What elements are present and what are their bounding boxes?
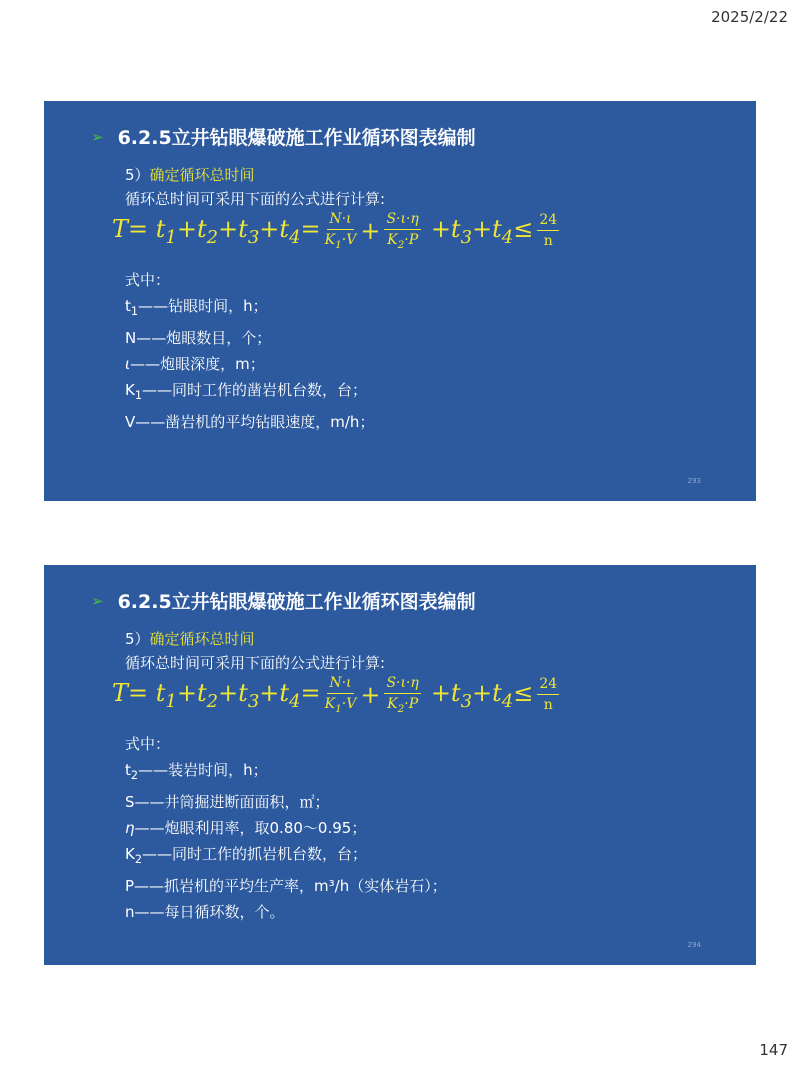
where-label: 式中：: [125, 735, 171, 753]
definition-item: $K_1——$同时工作的凿岩机台数，台；: [125, 381, 368, 402]
slide-number: 293: [687, 477, 701, 485]
formula-fraction-drilling: $\frac{N\cdot\iota}{K_1\cdot V}$: [324, 211, 357, 251]
formula-tail: $+t_3+t_4\le$: [430, 214, 534, 248]
definition-item: η——炮眼利用率，取0.80～0.95；: [125, 819, 367, 837]
step-prefix: 5）: [125, 630, 150, 648]
definition-item: S——井筒掘进断面面积，㎡；: [125, 793, 330, 811]
slide-294: [44, 565, 756, 965]
formula-plus: +: [360, 680, 381, 709]
slide-title: [91, 587, 476, 614]
definition-item: $K_2——$同时工作的抓岩机台数，台；: [125, 845, 368, 866]
step-highlight: 确定循环总时间: [149, 630, 255, 648]
step-heading: [125, 628, 255, 649]
step-prefix: 5）: [125, 166, 150, 184]
formula-fraction-daily: $\frac{24}{n}$: [539, 212, 558, 250]
formula-lhs: $T= t_1+t_2+t_3+t_4=$: [112, 678, 321, 712]
slide-title-text: 6.2.5立井钻眼爆破施工作业循环图表编制: [117, 127, 476, 149]
slide-title-text: 6.2.5立井钻眼爆破施工作业循环图表编制: [117, 591, 476, 613]
definition-item: $t_2——$装岩时间，h；: [125, 761, 268, 782]
intro-text: 循环总时间可采用下面的公式进行计算:: [125, 654, 386, 672]
arrow-bullet-icon: ➢: [91, 127, 104, 146]
slide-293: [44, 101, 756, 501]
variable-definitions: [125, 757, 447, 925]
definition-item: N——炮眼数目，个；: [125, 329, 272, 347]
slide-title: [91, 123, 476, 150]
step-heading: [125, 164, 255, 185]
formula-fraction-loading: $\frac{S\cdot\iota\cdot\eta}{K_2\cdot P}$: [386, 675, 419, 715]
intro-text: 循环总时间可采用下面的公式进行计算:: [125, 190, 386, 208]
formula-fraction-loading: $\frac{S\cdot\iota\cdot\eta}{K_2\cdot P}$: [386, 211, 419, 251]
definition-item: V——凿岩机的平均钻眼速度，m/h；: [125, 413, 375, 431]
formula-lhs: $T= t_1+t_2+t_3+t_4=$: [112, 214, 321, 248]
slide-number: 294: [687, 941, 701, 949]
formula-fraction-daily: $\frac{24}{n}$: [539, 676, 558, 714]
where-label: 式中：: [125, 271, 171, 289]
definition-item: n——每日循环数，个。: [125, 903, 285, 921]
variable-definitions: [125, 293, 374, 435]
definition-item: P——抓岩机的平均生产率，m³/h（实体岩石）；: [125, 877, 447, 895]
definition-item: $t_1——$钻眼时间，h；: [125, 297, 268, 318]
cycle-time-formula: [112, 211, 563, 251]
page-number: 147: [759, 1041, 788, 1059]
step-highlight: 确定循环总时间: [149, 166, 255, 184]
definition-item: ι——炮眼深度，m；: [125, 355, 265, 373]
formula-plus: +: [360, 216, 381, 245]
arrow-bullet-icon: ➢: [91, 591, 104, 610]
page-date: 2025/2/22: [711, 8, 788, 26]
formula-fraction-drilling: $\frac{N\cdot\iota}{K_1\cdot V}$: [324, 675, 357, 715]
cycle-time-formula: [112, 675, 563, 715]
formula-tail: $+t_3+t_4\le$: [430, 678, 534, 712]
